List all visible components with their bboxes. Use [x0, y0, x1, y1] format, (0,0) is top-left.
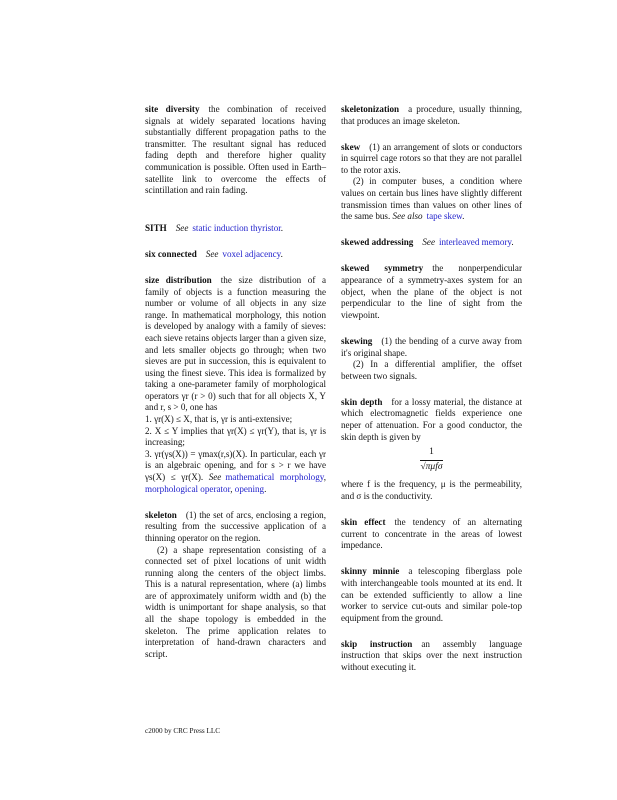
entry-skeletonization — [341, 104, 522, 127]
see-label: See — [205, 248, 219, 259]
see-label: See — [208, 472, 222, 483]
definition: (1) the bending of a curve away from it's original shape. — [341, 335, 522, 358]
separator: , — [323, 472, 326, 483]
definition: a procedure, usually thinning, that produces an image skeleton. — [341, 104, 522, 126]
definition: (1) the set of arcs, enclosing a region, resulting from the successive application of a thinning operator on the region. — [145, 509, 326, 543]
definition-2: (2) a shape representation consisting of a connected set of pixel locations of unit width running along the centers of the object limbs. This is a natural representation, where (a) limbs are of approximately uniform width and (b) the width is unimportant for shape analysis, so that all the shape topology is embedded in the skeleton. The prime application relates to interpretation of hand-drawn characters and script. — [145, 544, 326, 659]
term: skeleton — [145, 509, 177, 520]
see-label: See also — [392, 211, 423, 222]
punct: . — [264, 483, 267, 494]
punct: . — [280, 248, 283, 259]
fraction — [420, 447, 442, 473]
entry-six-connected — [145, 249, 326, 261]
term: SITH — [145, 222, 167, 233]
term: skin effect — [341, 517, 386, 528]
term: six connected — [145, 248, 197, 259]
definition: a telescoping fiberglass pole with interchangeable tools mounted at its end. It can be extended sufficiently to allow a line worker to service cut-outs and similar pole-top equipment from the ground. — [341, 566, 522, 623]
definition: the combination of received signals at widely separated locations having substantially different propagation paths to the transmitter. The resultant signal has reduced fading depth and therefore higher quality communication is possible. Often used in Earth–satellite link to overcome the effects of scintillation and rain fading. — [145, 104, 326, 196]
definition: the size distribution of a family of objects is a function measuring the number or volume of all objects in any size range. In mathematical morphology, this notion is developed by analogy with a family of sieves: each sieve retains objects larger than a given size, and lets smaller objects go through; when two sieves are put in succession, this is equivalent to using the finest sieve. This idea is formalized by taking a one-parameter family of morphological operators γr (r > 0) such that for all objects X, Y and r, s > 0, one has — [145, 274, 326, 413]
entry-site-diversity — [145, 104, 326, 197]
punct: . — [462, 211, 465, 222]
list-item-1: 1. γr(X) ≤ X, that is, γr is anti-extensive; — [145, 414, 293, 425]
see-label: See — [422, 237, 435, 248]
cross-ref-link[interactable]: tape skew — [426, 211, 463, 222]
copyright-footer: c2000 by CRC Press LLC — [145, 727, 221, 735]
cross-ref-link[interactable]: morphological operator — [145, 483, 231, 494]
list-item-3: 3. γr(γs(X)) = γmax(r,s)(X). In particular, each γr is an algebraic opening, and for s > r we have γs(X) ≤ γr(X). — [145, 448, 326, 483]
definition: for a lossy material, the distance at which electromagnetic fields experience one neper of attenuation. For a good conductor, the skin depth is given by — [341, 396, 522, 442]
term: skip instruction — [341, 638, 413, 649]
definition: an assembly language instruction that skips over the next instruction without executing it. — [341, 638, 522, 672]
separator: , — [230, 483, 235, 494]
definition-after: where f is the frequency, μ is the permeability, and σ is the conductivity. — [341, 479, 522, 501]
definition: the nonperpendicular appearance of a symmetry-axes system for an object, when the plane of the object is not perpendicular to the line of sight from the viewpoint. — [341, 263, 522, 320]
fraction-denominator: √πμfσ — [420, 461, 443, 472]
entry-skewed-symmetry — [341, 263, 522, 321]
definition-2: (2) In a differential amplifier, the offset between two signals. — [341, 359, 522, 381]
term: skeletonization — [341, 104, 400, 114]
cross-ref-link[interactable]: voxel adjacency — [222, 248, 281, 259]
entry-skewed-addressing — [341, 237, 522, 249]
entry-skip-instruction — [341, 639, 522, 674]
entry-size-distribution — [145, 275, 326, 495]
definition: (1) an arrangement of slots or conductors in squirrel cage rotors so that they are not parallel to the rotor axis. — [341, 141, 522, 175]
term: skin depth — [341, 396, 383, 407]
term: skewed symmetry — [341, 263, 424, 274]
cross-ref-link[interactable]: static induction thyristor — [192, 222, 281, 233]
entry-skin-effect — [341, 517, 522, 552]
list-item-2: 2. X ≤ Y implies that γr(X) ≤ γr(Y), that is, γr is increasing; — [145, 425, 326, 448]
punct: . — [280, 222, 284, 233]
cross-ref-link[interactable]: interleaved memory — [438, 237, 512, 248]
term: skinny minnie — [341, 566, 400, 577]
term: skewed addressing — [341, 237, 414, 248]
term: skew — [341, 141, 361, 152]
term: size distribution — [145, 274, 212, 285]
right-column — [341, 104, 522, 688]
entry-skin-depth — [341, 397, 522, 503]
entry-skewing — [341, 336, 522, 382]
definition: the tendency of an alternating current to concentrate in the areas of lowest impedance. — [341, 517, 522, 551]
see-label: See — [175, 222, 189, 233]
term: skewing — [341, 335, 373, 346]
fraction-numerator: 1 — [420, 447, 442, 461]
definition-2: (2) in computer buses, a condition where values on certain bus lines have slightly different transmission times than values on other lines of the same bus. — [341, 176, 522, 222]
cross-ref-link[interactable]: mathematical morphology — [225, 472, 324, 483]
entry-skew — [341, 142, 522, 223]
entry-skeleton — [145, 510, 326, 661]
term: site diversity — [145, 104, 200, 114]
entry-skinny-minnie — [341, 566, 522, 624]
entry-sith — [145, 223, 326, 235]
punct: . — [511, 237, 514, 248]
left-column — [145, 104, 326, 675]
cross-ref-link[interactable]: opening — [234, 483, 265, 494]
skin-depth-formula — [341, 447, 522, 473]
